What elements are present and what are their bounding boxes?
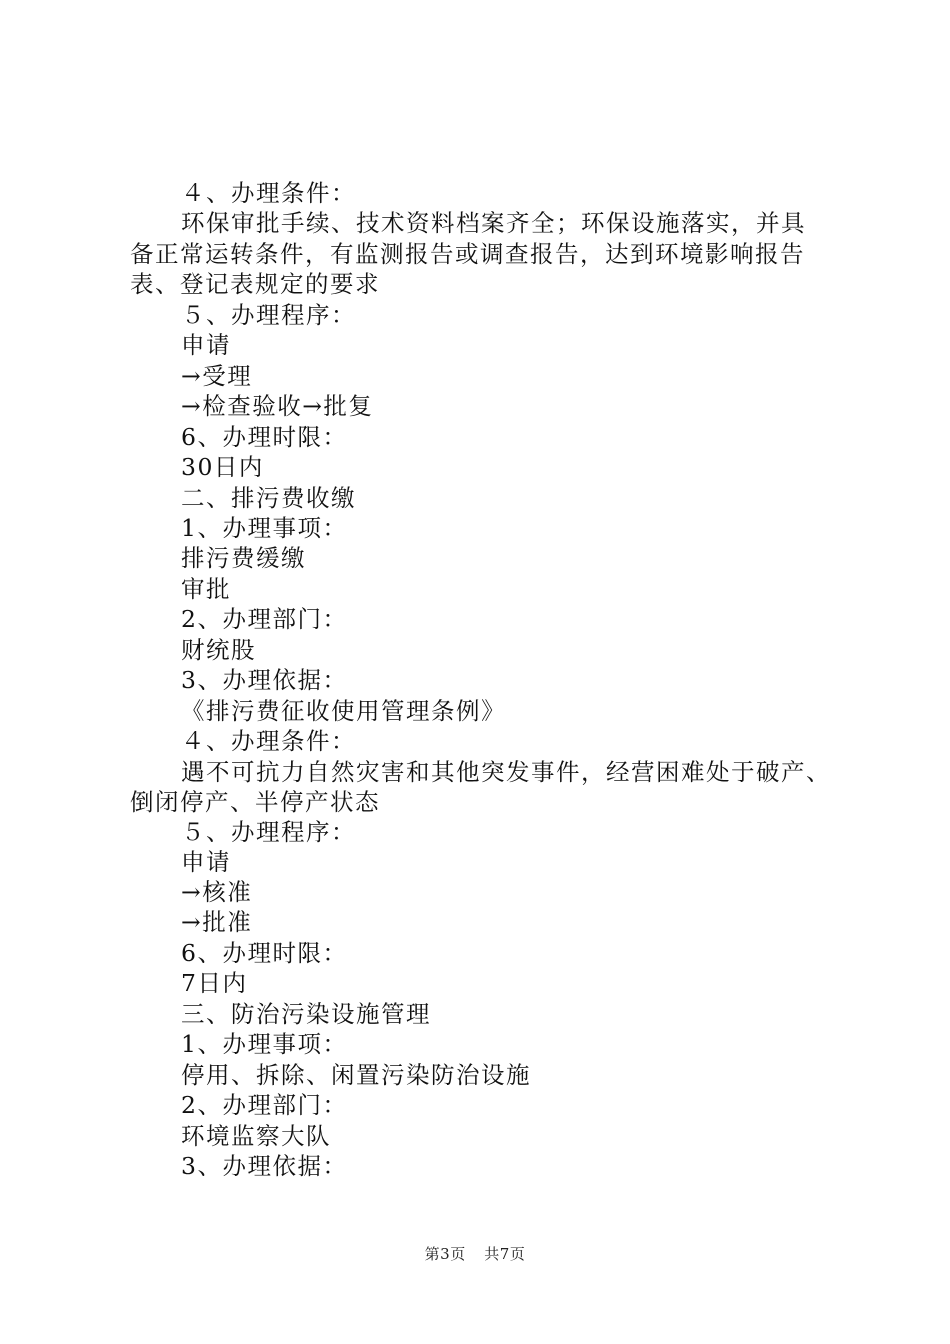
text-line: 1、办理事项： [181, 1030, 348, 1058]
text-line: 30日内 [181, 453, 264, 481]
text-line: ５、办理程序： [181, 301, 356, 329]
text-line: 排污费缓缴 [181, 544, 306, 572]
text-line: 6、办理时限： [181, 423, 348, 451]
text-line: 表、登记表规定的要求 [130, 270, 380, 298]
text-line: 《排污费征收使用管理条例》 [181, 697, 506, 725]
text-line: 6、办理时限： [181, 939, 348, 967]
text-line: ４、办理条件： [181, 179, 356, 207]
text-line: 7日内 [181, 969, 248, 997]
text-line: 审批 [181, 575, 231, 603]
text-line: 财统股 [181, 636, 256, 664]
section-heading: 二、排污费收缴 [181, 484, 356, 512]
text-line: ５、办理程序： [181, 818, 356, 846]
text-line: →检查验收→批复 [181, 392, 374, 420]
text-line: 2、办理部门： [181, 1091, 348, 1119]
text-line: 环保审批手续、技术资料档案齐全；环保设施落实，并具 [181, 209, 806, 237]
text-line: ４、办理条件： [181, 727, 356, 755]
text-line: 申请 [181, 848, 231, 876]
section-heading: 三、防治污染设施管理 [181, 1000, 431, 1028]
text-line: 倒闭停产、半停产状态 [130, 788, 380, 816]
text-line: →批准 [181, 908, 253, 936]
text-line: →核准 [181, 878, 253, 906]
page-total: 共7页 [484, 1245, 526, 1263]
text-line: 备正常运转条件，有监测报告或调查报告，达到环境影响报告 [130, 240, 805, 268]
text-line: 申请 [181, 331, 231, 359]
text-line: →受理 [181, 362, 253, 390]
text-line: 3、办理依据： [181, 1152, 348, 1180]
text-line: 3、办理依据： [181, 666, 348, 694]
text-line: 2、办理部门： [181, 605, 348, 633]
text-line: 环境监察大队 [181, 1122, 331, 1150]
page-number: 第3页 [424, 1245, 466, 1263]
text-line: 停用、拆除、闲置污染防治设施 [181, 1061, 531, 1089]
text-line: 1、办理事项： [181, 514, 348, 542]
text-line: 遇不可抗力自然灾害和其他突发事件，经营困难处于破产、 [181, 758, 831, 786]
page-footer [0, 1244, 950, 1264]
